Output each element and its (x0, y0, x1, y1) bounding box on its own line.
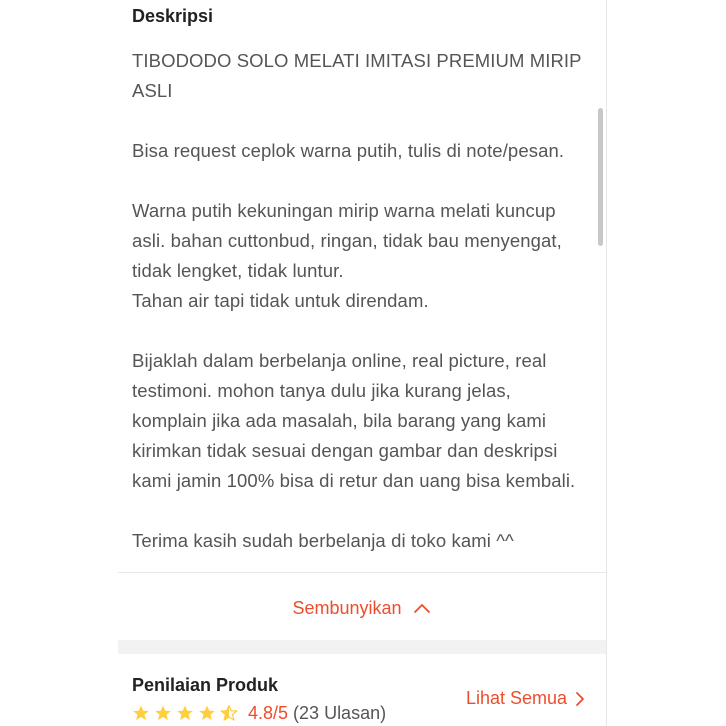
star-icon (198, 704, 216, 722)
rating-count: (23 Ulasan) (293, 702, 387, 723)
see-all-label: Lihat Semua (466, 688, 568, 708)
collapse-description-button[interactable] (118, 590, 606, 626)
star-icon (176, 704, 194, 722)
star-icon (132, 704, 150, 722)
rating-summary (132, 702, 386, 724)
section-separator (118, 640, 606, 654)
star-rating (132, 704, 242, 722)
ratings-title: Penilaian Produk (132, 675, 279, 695)
half-star-icon (220, 704, 238, 722)
rating-score: 4.8/5 (248, 702, 289, 723)
description-title: Deskripsi (132, 6, 214, 26)
collapse-label: Sembunyikan (292, 597, 402, 618)
scrollbar-thumb[interactable] (598, 108, 603, 246)
description-body: TIBODODO SOLO MELATI IMITASI PREMIUM MIRIP ASLI Bisa request ceplok warna putih, tulis di note/pesan. Warna putih kekuningan mirip warna melati kuncup asli. bahan cuttonbud, ringan, tidak bau menyengat, tidak lengket, tidak luntur. Tahan air tapi tidak untuk direndam. Bijaklah dalam berbelanja online, real picture, real testimoni. mohon tanya dulu jika kurang jelas, komplain jika ada masalah, bila barang yang kami kirimkan tidak sesuai dengan gambar dan deskripsi kami jamin 100% bisa di retur dan uang bisa kembali. Terima kasih sudah berbelanja di toko kami ^^ (132, 50, 582, 551)
divider (118, 572, 606, 573)
star-icon (154, 704, 172, 722)
chevron-up-icon (412, 601, 432, 615)
chevron-right-icon (575, 691, 585, 707)
panel-border (606, 0, 607, 726)
see-all-ratings-link[interactable] (466, 688, 585, 709)
